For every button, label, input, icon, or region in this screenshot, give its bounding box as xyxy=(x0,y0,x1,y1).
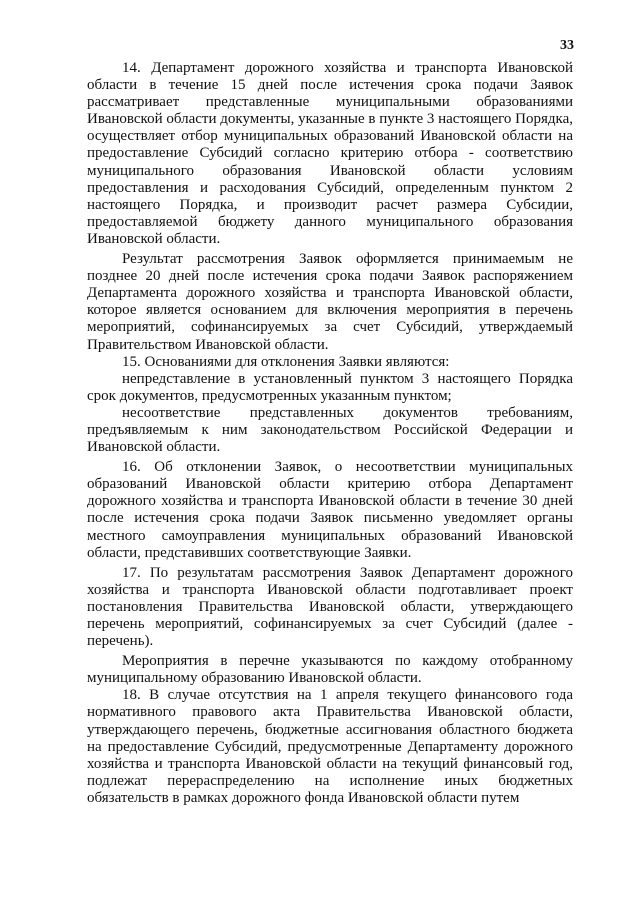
paragraph-15: 15. Основаниями для отклонения Заявки являются: xyxy=(122,353,450,370)
document-body xyxy=(87,60,573,807)
paragraph-18: 18. В случае отсутствия на 1 апреля текущего финансового года нормативного правового акта Правительства Ивановской области, утверждающего перечень, бюджетные ассигнования областного бюджета на предоставление Субсидий, предусмотренные Департаменту дорожного хозяйства и транспорта Ивановской области на текущий финансовый год, подлежат перераспределению на исполнение иных бюджетных обязательств в рамках дорожного фонда Ивановской области путем xyxy=(87,687,573,806)
paragraph-17: 17. По результатам рассмотрения Заявок Департамент дорожного хозяйства и транспорта Ивановской области подготавливает проект постановления Правительства Ивановской области, утверждающего перечень мероприятий, софинансируемых за счет Субсидий (далее - перечень). xyxy=(87,564,573,650)
paragraph-activities: Мероприятия в перечне указываются по каждому отобранному муниципальному образованию Ивановской области. xyxy=(87,653,573,687)
paragraph-14: 14. Департамент дорожного хозяйства и транспорта Ивановской области в течение 15 дней после истечения срока подачи Заявок рассматривает представленные муниципальными образованиями Ивановской области документы, указанные в пункте 3 настоящего Порядка, осуществляет отбор муниципальных образований Ивановской области на предоставление Субсидий согласно критерию отбора - соответствию муниципального образования Ивановской области условиям предоставления и расходования Субсидий, определенным пунктом 2 настоящего Порядка, и производит расчет размера Субсидии, предоставляемой бюджету данного муниципального образования Ивановской области. xyxy=(87,60,573,247)
paragraph-15-item-2: несоответствие представленных документов требованиям, предъявляемым к ним законодательством Российской Федерации и Ивановской области. xyxy=(87,404,573,456)
page-number: 33 xyxy=(560,38,574,53)
paragraph-15-item-1: непредставление в установленный пунктом 3 настоящего Порядка срок документов, предусмотренных указанным пунктом; xyxy=(87,370,573,404)
paragraph-16: 16. Об отклонении Заявок, о несоответствии муниципальных образований Ивановской области критерию отбора Департамент дорожного хозяйства и транспорта Ивановской области в течение 30 дней после истечения срока подачи Заявок письменно уведомляет органы местного самоуправления муниципальных образований Ивановской области, представивших соответствующие Заявки. xyxy=(87,459,573,561)
paragraph-review-result: Результат рассмотрения Заявок оформляется принимаемым не позднее 20 дней после истечения срока подачи Заявок распоряжением Департамента дорожного хозяйства и транспорта Ивановской области, которое является основанием для включения мероприятия в перечень мероприятий, софинансируемых за счет Субсидий, утверждаемый Правительством Ивановской области. xyxy=(87,251,573,353)
